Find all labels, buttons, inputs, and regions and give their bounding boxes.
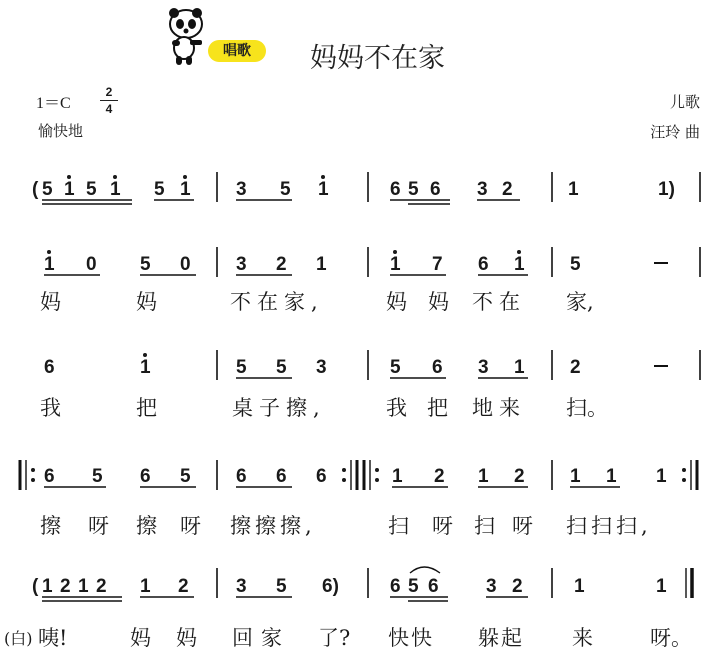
score-row-2: [44, 247, 700, 277]
svg-text:1: 1: [392, 466, 403, 487]
svg-text:1: 1: [42, 576, 53, 597]
lyric-4-7: 躲起: [478, 626, 524, 650]
svg-text:6: 6: [390, 576, 401, 597]
svg-text:3: 3: [236, 576, 247, 597]
key-signature: 1＝C: [36, 95, 71, 112]
svg-text:5: 5: [276, 357, 287, 378]
svg-text:2: 2: [178, 576, 189, 597]
svg-text:5: 5: [154, 179, 165, 200]
svg-text:6: 6: [478, 254, 489, 275]
score-row-1: [32, 172, 700, 204]
svg-text:1: 1: [606, 466, 617, 487]
lyric-1-5: 妈: [428, 290, 449, 314]
lyric-4-6: 快快: [388, 626, 434, 650]
svg-text:5: 5: [236, 357, 247, 378]
svg-text:7: 7: [432, 254, 443, 275]
svg-text:2: 2: [60, 576, 71, 597]
svg-text:5: 5: [140, 254, 151, 275]
svg-text:1: 1: [110, 179, 121, 200]
spoken-marker: (白): [4, 629, 33, 648]
score-row-4: [20, 460, 697, 490]
svg-text:1: 1: [656, 576, 667, 597]
svg-text:6: 6: [236, 466, 247, 487]
section-badge: 唱歌: [208, 40, 266, 62]
lyric-4-9: 呀。: [650, 626, 692, 650]
lyric-3-3: 擦: [136, 514, 157, 538]
svg-text:(: (: [32, 576, 39, 597]
lyric-2-5: 地来: [472, 396, 526, 420]
svg-text:1: 1: [180, 179, 191, 200]
svg-text:1: 1: [568, 179, 579, 200]
lyric-1-6: 不在: [472, 290, 526, 314]
lyric-4-1: 咦!: [38, 626, 68, 650]
svg-text:2: 2: [514, 466, 525, 487]
svg-text:1: 1: [514, 254, 525, 275]
svg-text:5: 5: [86, 179, 97, 200]
lyric-3-1: 擦: [40, 514, 61, 538]
svg-text:0: 0: [86, 254, 97, 275]
svg-text:1: 1: [78, 576, 89, 597]
svg-text:6): 6): [322, 576, 339, 597]
lyric-3-6: 扫: [388, 514, 409, 538]
svg-text:5: 5: [408, 576, 419, 597]
svg-text:2: 2: [512, 576, 523, 597]
lyric-3-5: 擦擦擦,: [230, 514, 316, 538]
svg-text:1: 1: [570, 466, 581, 487]
svg-text:5: 5: [92, 466, 103, 487]
lyric-3-7: 呀: [432, 514, 453, 538]
svg-text:(: (: [32, 179, 39, 200]
score-row-3: [44, 350, 700, 380]
svg-text:2: 2: [96, 576, 107, 597]
svg-text:6: 6: [430, 179, 441, 200]
svg-text:1: 1: [64, 179, 75, 200]
svg-text:6: 6: [140, 466, 151, 487]
lyric-3-2: 呀: [88, 514, 109, 538]
svg-text:5: 5: [390, 357, 401, 378]
lyric-1-4: 妈: [386, 290, 407, 314]
svg-text:3: 3: [316, 357, 327, 378]
lyric-1-1: 妈: [40, 290, 61, 314]
svg-text:3: 3: [236, 254, 247, 275]
tempo-marking: 愉快地: [38, 122, 84, 140]
lyric-3-10: 扫扫扫,: [566, 514, 652, 538]
svg-text:5: 5: [180, 466, 191, 487]
lyric-1-3: 不在家,: [230, 290, 324, 314]
svg-text:1: 1: [478, 466, 489, 487]
lyric-3-9: 呀: [512, 514, 533, 538]
lyric-4-3: 妈: [176, 626, 197, 650]
lyric-4-2: 妈: [130, 626, 151, 650]
svg-text:1: 1: [316, 254, 327, 275]
svg-text:6: 6: [276, 466, 287, 487]
svg-text:6: 6: [44, 466, 55, 487]
svg-text:1: 1: [318, 179, 329, 200]
svg-text:6: 6: [428, 576, 439, 597]
composer-label: 汪玲 曲: [650, 123, 700, 141]
lyric-2-1: 我: [40, 396, 61, 420]
svg-text:2: 2: [570, 357, 581, 378]
svg-text:5: 5: [570, 254, 581, 275]
lyric-2-6: 扫。: [566, 396, 608, 420]
genre-label: 儿歌: [669, 93, 700, 111]
svg-text:1: 1: [140, 357, 151, 378]
lyric-2-3: 桌子擦,: [232, 396, 326, 420]
svg-text:6: 6: [44, 357, 55, 378]
lyric-1-7: 家,: [566, 290, 594, 314]
svg-text:2: 2: [434, 466, 445, 487]
svg-text:6: 6: [390, 179, 401, 200]
svg-text:5: 5: [408, 179, 419, 200]
lyric-4-4: 回家: [232, 626, 290, 650]
lyric-4-8: 来: [572, 626, 593, 650]
svg-text:1: 1: [514, 357, 525, 378]
svg-text:2: 2: [502, 179, 513, 200]
score-row-5: [32, 567, 692, 601]
lyric-3-4: 呀: [180, 514, 201, 538]
svg-text:3: 3: [236, 179, 247, 200]
lyric-4-5: 了?: [318, 626, 351, 650]
svg-text:6: 6: [432, 357, 443, 378]
svg-text:3: 3: [477, 179, 488, 200]
meter-bottom: 4: [100, 100, 118, 117]
svg-text:6: 6: [316, 466, 327, 487]
svg-text:3: 3: [486, 576, 497, 597]
lyric-3-8: 扫: [474, 514, 495, 538]
svg-text:1: 1: [44, 254, 55, 275]
svg-text:5: 5: [276, 576, 287, 597]
svg-text:1): 1): [658, 179, 675, 200]
svg-text:1: 1: [140, 576, 151, 597]
svg-text:5: 5: [42, 179, 53, 200]
lyric-1-2: 妈: [136, 290, 157, 314]
lyric-2-2: 把: [136, 396, 157, 420]
meter-top: 2: [105, 85, 113, 99]
svg-text:0: 0: [180, 254, 191, 275]
svg-text:2: 2: [276, 254, 287, 275]
svg-text:1: 1: [574, 576, 585, 597]
svg-text:1: 1: [656, 466, 667, 487]
svg-text:5: 5: [280, 179, 291, 200]
song-title: 妈妈不在家: [310, 43, 445, 74]
svg-text:3: 3: [478, 357, 489, 378]
svg-text:1: 1: [390, 254, 401, 275]
lyric-2-4: 我把: [386, 396, 468, 420]
